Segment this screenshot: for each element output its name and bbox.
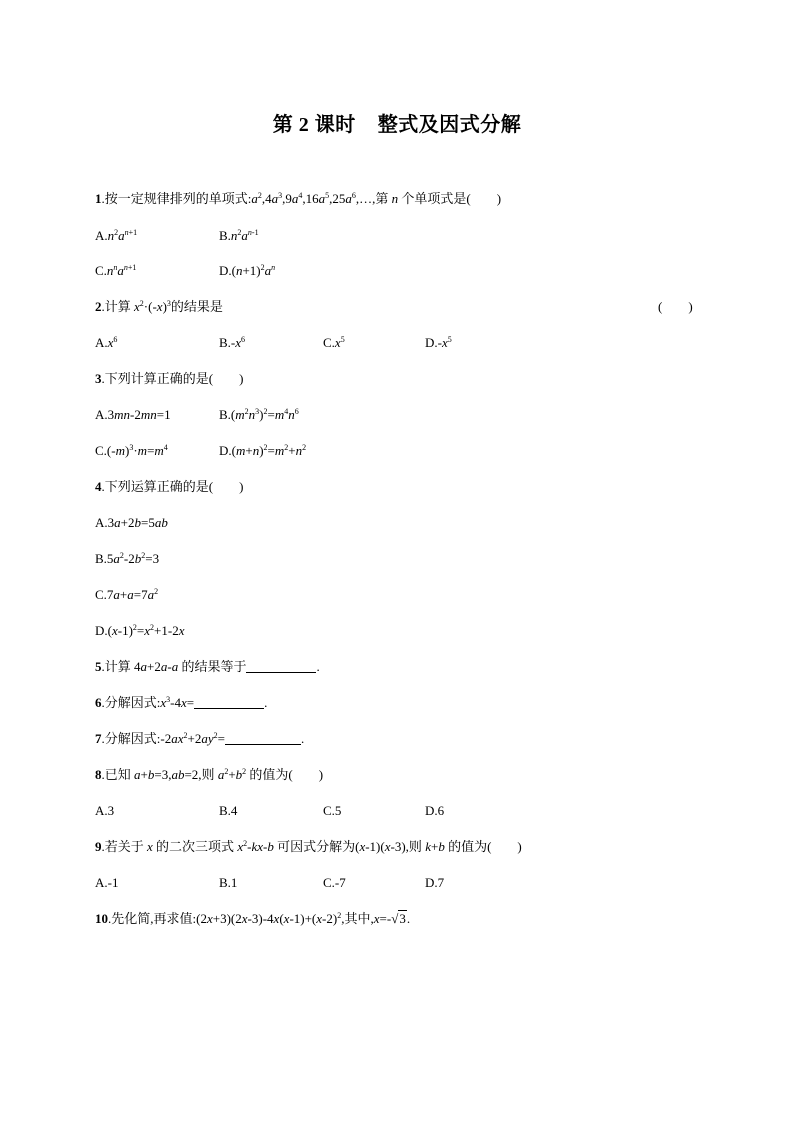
option-a[interactable]: A.3mn-2mn=1 — [95, 407, 171, 422]
question-text: .按一定规律排列的单项式: — [101, 191, 252, 206]
question-8: 8.已知 a+b=3,ab=2,则 $a^2+b^2$ 的值为( ) — [95, 767, 324, 782]
option-b[interactable]: $B.(m^2n^3)^2=m^4n^6$ — [219, 407, 299, 422]
option-c[interactable]: $C.7a+a=7a^2$ — [95, 587, 159, 602]
option-a[interactable]: A.3 — [95, 803, 115, 818]
question-2: 2.计算 $x^2\cdot(-x)^3$的结果是 — [95, 299, 223, 314]
option-a[interactable]: $A.n^2a^{n+1}$ — [95, 228, 138, 243]
answer-blank[interactable] — [246, 659, 316, 673]
question-9: 9.若关于 x 的二次三项式 $x^2-kx-b$ 可因式分解为(x-1)(x-3),则 k+b 的值为( ) — [95, 839, 522, 854]
option-b[interactable]: $B.5a^2-2b^2=3$ — [95, 551, 160, 566]
option-b[interactable]: B.4 — [219, 803, 238, 818]
answer-blank[interactable] — [194, 695, 264, 709]
option-c[interactable]: $C.(-m)^3\cdot m=m^4$ — [95, 443, 168, 458]
option-a[interactable]: A.3a+2b=5ab — [95, 515, 168, 530]
square-root: √3 — [391, 911, 406, 926]
question-6: 6.分解因式$:x^3-4x=$ . — [95, 695, 268, 710]
question-10: 10.先化简,再求值$:(2x+3)(2x-3)-4x(x-1)+(x-2)^2$,其中,x=-√3. — [95, 911, 411, 926]
option-c[interactable]: $C.n^na^{n+1}$ — [95, 263, 137, 278]
option-d[interactable]: D.6 — [425, 803, 445, 818]
option-c[interactable]: C.-7 — [323, 875, 346, 890]
question-3: 3.下列计算正确的是( ) — [95, 371, 244, 386]
question-number: 1 — [95, 191, 102, 206]
answer-parentheses: ( ) — [658, 299, 693, 314]
question-5: 5.计算 4a+2a-a 的结果等于 . — [95, 659, 320, 674]
question-1: 1.按一定规律排列的单项式$:a^2,4a^3,9a^4,16a^5,25a^6,\dots$,第 n 个单项式是( ) — [95, 191, 502, 206]
option-d[interactable]: D.7 — [425, 875, 445, 890]
option-c[interactable]: $C.x^5$ — [323, 335, 345, 350]
option-b[interactable]: $B.-x^6$ — [219, 335, 246, 350]
answer-blank[interactable] — [225, 731, 301, 745]
option-a[interactable]: A.-1 — [95, 875, 119, 890]
page-title: 第 2 课时 整式及因式分解 — [272, 114, 522, 136]
option-d[interactable]: $D.(x-1)^2=x^2+1-2x$ — [95, 623, 185, 638]
option-a[interactable]: $A.x^6$ — [95, 335, 118, 350]
option-b[interactable]: B.1 — [219, 875, 238, 890]
option-b[interactable]: $B.n^2a^{n-1}$ — [219, 228, 259, 243]
option-d[interactable]: $D.-x^5$ — [425, 335, 452, 350]
option-d[interactable]: $D.(n+1)^2a^n$ — [219, 263, 276, 278]
option-d[interactable]: $D.(m+n)^2=m^2+n^2$ — [219, 443, 307, 458]
option-c[interactable]: C.5 — [323, 803, 342, 818]
question-4: 4.下列运算正确的是( ) — [95, 479, 244, 494]
question-7: 7.分解因式$:-2ax^2+2ay^2=$ . — [95, 731, 305, 746]
